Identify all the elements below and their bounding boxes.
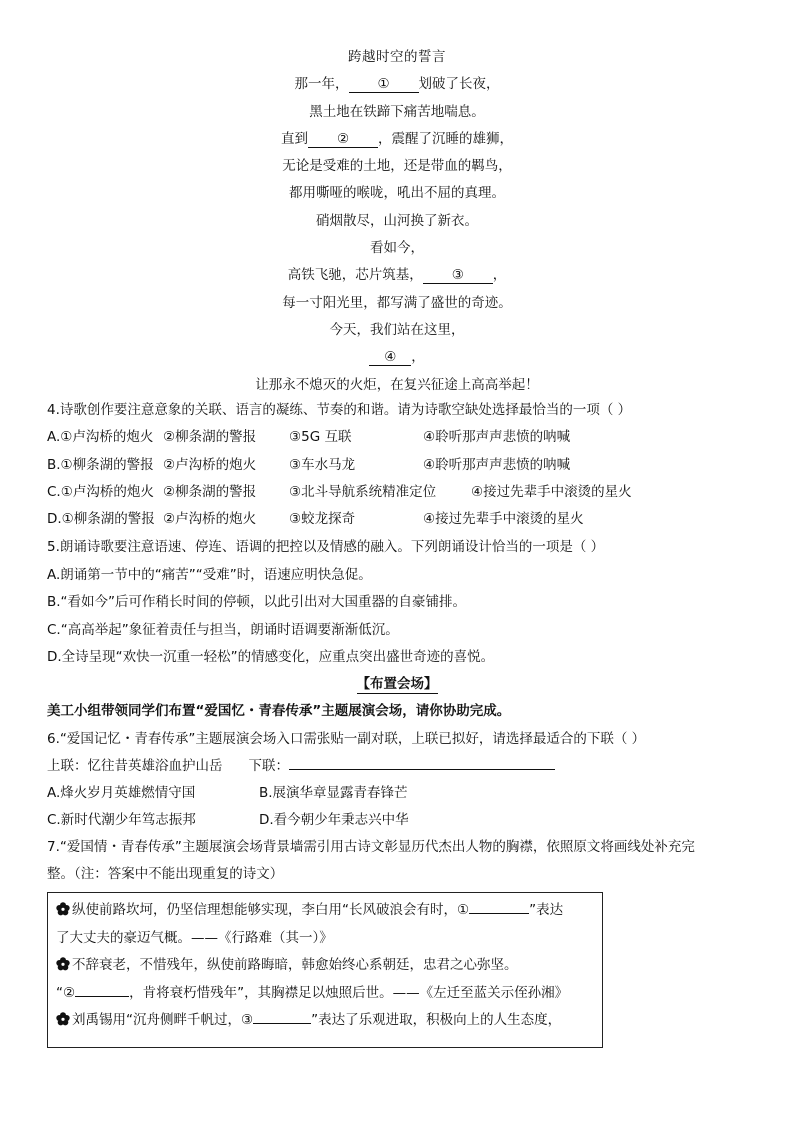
q5-option-d: D.全诗呈现“欢快一沉重一轻松”的情感变化，应重点突出盛世奇迹的喜悦。 — [47, 649, 495, 665]
blank-q7-1[interactable] — [469, 900, 529, 914]
q4-d-1: D.①柳条湖的警报 — [47, 511, 155, 527]
q4-option-b — [47, 452, 570, 479]
quote-item-2 — [56, 952, 596, 980]
q4-c-3: ③北斗导航系统精准定位 — [289, 484, 437, 500]
poem-line-5: 都用嘶哑的喉咙，吼出不屈的真理。 — [289, 185, 505, 202]
q4-a-3: ③5G 互联 — [289, 429, 352, 445]
q6-upper: 上联：忆往昔英雄浴血护山岳 — [47, 758, 223, 774]
q6-option-b: B.展演华章显露青春锋芒 — [259, 785, 408, 801]
poem-line-1-pre: 那一年， — [294, 76, 349, 93]
q4-d-2: ②卢沟桥的炮火 — [163, 511, 257, 527]
q5-option-b: B.“看如今”后可作稍长时间的停顿，以此引出对大国重器的自豪铺排。 — [47, 594, 467, 610]
blank-q7-2[interactable] — [75, 983, 129, 997]
flower-icon — [56, 902, 70, 916]
quote-item-2-line-2 — [56, 980, 596, 1008]
poem-line-8-post: ， — [492, 267, 507, 284]
q6-answer-line[interactable] — [289, 755, 555, 770]
poem-line-4: 无论是受难的土地，还是带血的羁鸟， — [282, 158, 512, 175]
flower-icon — [56, 1012, 70, 1026]
poem — [0, 44, 794, 399]
blank-3: ③ — [423, 267, 493, 284]
q4-a-1: A.①卢沟桥的炮火 — [47, 429, 154, 445]
q4-d-4: ④接过先辈手中滚烫的星火 — [423, 511, 584, 527]
section-intro: 美工小组带领同学们布置“爱国忆・青春传承”主题展演会场，请你协助完成。 — [47, 703, 511, 719]
poem-line-9: 每一寸阳光里，都写满了盛世的奇迹。 — [282, 294, 512, 311]
poem-line-7: 看如今， — [370, 240, 424, 257]
blank-2: ② — [308, 131, 378, 148]
q5-option-a: A.朗诵第一节中的“痛苦”“受难”时，语速应明快急促。 — [47, 567, 372, 583]
poem-line-3-pre: 直到 — [281, 130, 308, 147]
q5-stem: 5.朗诵诗歌要注意语速、停连、语调的把控以及情感的融入。下列朗诵设计恰当的一项是（ ） — [47, 539, 605, 555]
section-heading-text: 【布置会场】 — [356, 676, 438, 692]
poem-line-12: 让那永不熄灭的火炬，在复兴征途上高高举起！ — [255, 376, 539, 393]
q4-c-2: ②柳条湖的警报 — [163, 484, 257, 500]
quote-item-3 — [56, 1007, 596, 1035]
q4-b-4: ④聆听那声声悲愤的呐喊 — [423, 457, 571, 473]
quote-item-2-line-1: 不辞衰老，不惜残年，纵使前路晦暗，韩愈始终心系朝廷，忠君之心弥坚。 — [72, 957, 518, 973]
quote-item-1-line-2: 了大丈夫的豪迈气概。——《行路难（其一）》 — [56, 929, 333, 946]
q6-couplet — [47, 753, 747, 780]
q6-option-d: D.看今朝少年秉志兴中华 — [259, 812, 409, 828]
quote-box — [47, 892, 603, 1048]
quote-item-1-pre: 纵使前路坎坷，仍坚信理想能够实现，李白用“长风破浪会有时，① — [72, 902, 470, 918]
q6-stem: 6.“爱国记忆・青春传承”主题展演会场入口需张贴一副对联，上联已拟好，请选择最适合的下联（ ） — [47, 731, 646, 747]
poem-title: 跨越时空的誓言 — [348, 49, 446, 65]
poem-line-6: 硝烟散尽，山河换了新衣。 — [316, 212, 478, 229]
poem-line-10: 今天，我们站在这里， — [329, 321, 465, 338]
q6-lower-label: 下联： — [248, 758, 289, 774]
q4-b-3: ③车水马龙 — [289, 457, 356, 473]
q6-options-row-2 — [47, 807, 747, 834]
poem-line-3 — [0, 126, 794, 153]
poem-line-1 — [0, 71, 794, 98]
blank-q7-3[interactable] — [253, 1010, 311, 1024]
flower-icon — [56, 957, 70, 971]
q4-d-3: ③蛟龙探奇 — [289, 511, 356, 527]
poem-line-8-pre: 高铁飞驰，芯片筑基， — [287, 267, 423, 284]
q6-options-row-1 — [47, 780, 747, 807]
quote-item-2-pre: “② — [56, 984, 76, 1001]
q4-option-d — [47, 506, 584, 533]
blank-1: ① — [349, 76, 419, 93]
q5-option-c: C.“高高举起”象征着责任与担当，朗诵时语调要渐渐低沉。 — [47, 622, 399, 638]
q7-stem-line-2: 整。（注：答案中不能出现重复的诗文） — [47, 866, 284, 882]
q4-c-4: ④接过先辈手中滚烫的星火 — [471, 484, 632, 500]
quote-item-3-pre: 刘禹锡用“沉舟侧畔千帆过，③ — [72, 1012, 254, 1028]
q4-stem: 4.诗歌创作要注意意象的关联、语言的凝练、节奏的和谐。请为诗歌空缺处选择最恰当的一项（ ） — [47, 402, 632, 418]
q4-a-2: ②柳条湖的警报 — [163, 429, 257, 445]
poem-line-3-post: ，震醒了沉睡的雄狮， — [378, 130, 513, 147]
blank-4: ④ — [369, 349, 411, 366]
q4-b-2: ②卢沟桥的炮火 — [163, 457, 257, 473]
q4-b-1: B.①柳条湖的警报 — [47, 457, 154, 473]
quote-item-1-post: ”表达 — [529, 902, 564, 918]
poem-line-11-post: ， — [411, 349, 425, 366]
quote-item-3-post: ”表达了乐观进取，积极向上的人生态度， — [311, 1012, 562, 1028]
poem-line-1-post: 划破了长夜， — [418, 76, 500, 93]
q6-option-c: C.新时代潮少年笃志振邦 — [47, 812, 196, 828]
q4-option-c — [47, 479, 632, 506]
q6-option-a: A.烽火岁月英雄燃情守国 — [47, 785, 196, 801]
quote-item-2-post: ，肯将衰朽惜残年”，其胸襟足以烛照后世。——《左迁至蓝关示侄孙湘》 — [129, 984, 569, 1001]
q7-stem-line-1: 7.“爱国情・青春传承”主题展演会场背景墙需引用古诗文彰显历代杰出人物的胸襟，依照原文将画线处补充完 — [47, 839, 695, 855]
q4-c-1: C.①卢沟桥的炮火 — [47, 484, 154, 500]
q4-option-a — [47, 424, 570, 451]
quote-item-1 — [56, 897, 596, 925]
poem-line-11 — [0, 344, 794, 371]
poem-line-8 — [0, 262, 794, 289]
section-heading — [0, 671, 794, 698]
q4-a-4: ④聆听那声声悲愤的呐喊 — [423, 429, 571, 445]
poem-line-2: 黑土地在铁蹄下痛苦地喘息。 — [309, 103, 485, 120]
